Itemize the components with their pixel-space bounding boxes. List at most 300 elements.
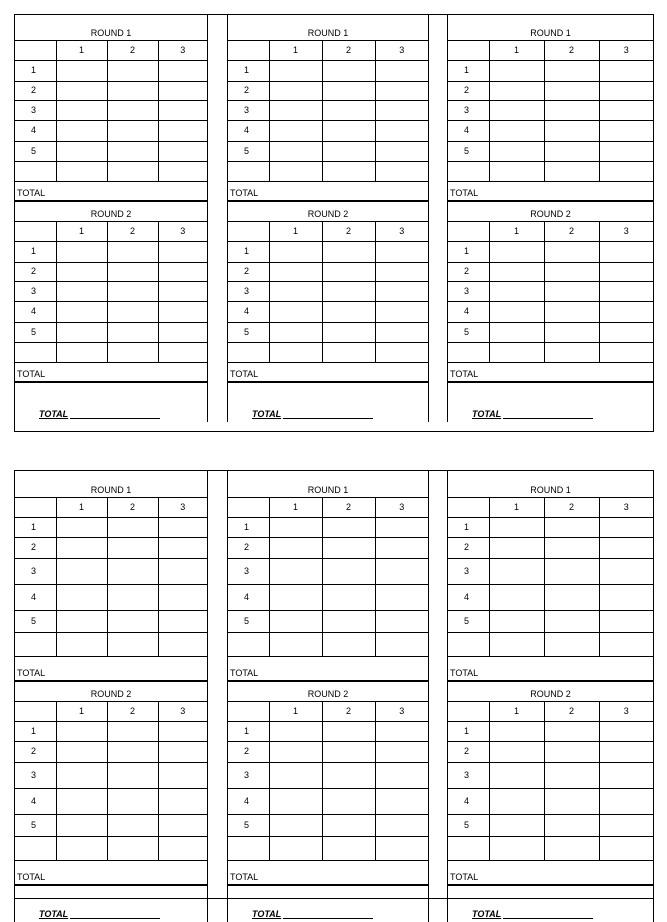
column-header-1: 1 [56,40,107,60]
score-cell[interactable] [107,81,158,100]
row-label: 2 [15,741,56,762]
score-cell[interactable] [107,281,158,301]
score-cell[interactable] [56,517,107,537]
score-cell[interactable] [322,558,375,584]
score-cell[interactable] [107,517,158,537]
score-cell[interactable] [375,558,428,584]
score-cell[interactable] [158,610,207,632]
column-header-1: 1 [56,221,107,241]
score-cell[interactable] [56,301,107,322]
score-cell[interactable] [489,517,544,537]
score-cell[interactable] [322,762,375,788]
score-cell[interactable] [107,762,158,788]
score-cell[interactable] [489,721,544,741]
score-cell[interactable] [544,120,599,141]
score-cell[interactable] [158,814,207,836]
blank-cell [228,161,269,181]
row-label: 2 [15,81,56,100]
score-cell[interactable] [599,537,653,558]
score-cell[interactable] [158,788,207,814]
score-cell[interactable] [375,762,428,788]
score-cell[interactable] [269,100,322,120]
score-cell[interactable] [544,721,599,741]
score-cell[interactable] [158,558,207,584]
score-cell[interactable] [544,584,599,610]
score-cell[interactable] [489,100,544,120]
grand-total-label: TOTAL [39,910,160,919]
row-label: 3 [15,558,56,584]
score-cell[interactable] [107,836,158,860]
score-cell[interactable] [158,517,207,537]
score-cell[interactable] [599,558,653,584]
score-cell[interactable] [269,60,322,81]
score-cell[interactable] [269,584,322,610]
score-cell[interactable] [107,141,158,161]
score-cell[interactable] [322,161,375,181]
score-cell[interactable] [56,342,107,362]
score-cell[interactable] [107,60,158,81]
score-cell[interactable] [322,741,375,762]
score-cell[interactable] [599,301,653,322]
score-cell[interactable] [107,741,158,762]
score-cell[interactable] [56,81,107,100]
score-cell[interactable] [489,120,544,141]
score-cell[interactable] [158,322,207,342]
score-cell[interactable] [322,517,375,537]
row-label: 1 [228,721,269,741]
score-cell[interactable] [322,584,375,610]
score-table [15,14,207,422]
score-cell[interactable] [599,262,653,281]
score-cell[interactable] [269,342,322,362]
score-cell[interactable] [269,517,322,537]
column-header-3: 3 [158,497,207,517]
score-cell[interactable] [544,141,599,161]
row-label: 2 [448,81,489,100]
round-total-label: TOTAL [228,181,428,201]
score-cell[interactable] [599,584,653,610]
score-cell[interactable] [375,100,428,120]
score-cell[interactable] [544,262,599,281]
score-cell[interactable] [269,161,322,181]
score-cell[interactable] [107,814,158,836]
score-cell[interactable] [322,610,375,632]
score-cell[interactable] [158,537,207,558]
round-total-label: TOTAL [228,656,428,681]
row-label-header [228,497,269,517]
score-cell[interactable] [489,81,544,100]
score-cell[interactable] [269,262,322,281]
score-cell[interactable] [375,241,428,262]
row-label: 1 [15,60,56,81]
score-cell[interactable] [56,281,107,301]
round-title: ROUND 2 [228,201,428,221]
score-cell[interactable] [56,262,107,281]
score-cell[interactable] [158,584,207,610]
score-cell[interactable] [375,281,428,301]
row-label-header [15,221,56,241]
score-cell[interactable] [489,814,544,836]
score-cell[interactable] [544,60,599,81]
score-cell[interactable] [489,322,544,342]
row-label: 5 [448,141,489,161]
score-cell[interactable] [544,342,599,362]
score-cell[interactable] [375,141,428,161]
score-cell[interactable] [107,241,158,262]
score-cell[interactable] [599,814,653,836]
score-cell[interactable] [599,517,653,537]
score-cell[interactable] [599,120,653,141]
score-cell[interactable] [375,301,428,322]
score-cell[interactable] [322,100,375,120]
score-cell[interactable] [489,60,544,81]
round-title: ROUND 1 [448,14,653,40]
score-cell[interactable] [489,342,544,362]
column-header-1: 1 [489,701,544,721]
score-cell[interactable] [269,632,322,656]
score-cell[interactable] [107,301,158,322]
row-label: 2 [15,262,56,281]
score-cell[interactable] [107,721,158,741]
score-cell[interactable] [599,741,653,762]
row-label: 2 [448,537,489,558]
score-cell[interactable] [544,762,599,788]
score-cell[interactable] [599,281,653,301]
score-cell[interactable] [322,721,375,741]
score-cell[interactable] [322,241,375,262]
score-cell[interactable] [322,301,375,322]
score-cell[interactable] [269,610,322,632]
score-cell[interactable] [544,517,599,537]
round-title: ROUND 1 [228,471,428,497]
score-cell[interactable] [489,610,544,632]
score-cell[interactable] [158,301,207,322]
score-cell[interactable] [544,100,599,120]
column-header-3: 3 [158,40,207,60]
score-cell[interactable] [56,814,107,836]
score-cell[interactable] [158,161,207,181]
row-label-header [448,221,489,241]
score-cell[interactable] [375,60,428,81]
score-cell[interactable] [322,814,375,836]
score-cell[interactable] [158,60,207,81]
row-label-header [15,497,56,517]
score-cell[interactable] [158,100,207,120]
score-cell[interactable] [269,281,322,301]
score-cell[interactable] [599,161,653,181]
score-cell[interactable] [56,161,107,181]
score-cell[interactable] [56,836,107,860]
score-cell[interactable] [375,537,428,558]
grand-total-field[interactable] [228,382,428,422]
row-label: 1 [448,241,489,262]
score-cell[interactable] [56,100,107,120]
round-title: ROUND 1 [448,471,653,497]
score-cell[interactable] [269,836,322,860]
column-header-3: 3 [599,701,653,721]
row-label: 3 [448,281,489,301]
score-card [227,471,429,922]
score-cell[interactable] [107,584,158,610]
score-cell[interactable] [599,762,653,788]
score-cell[interactable] [599,836,653,860]
score-cell[interactable] [107,610,158,632]
score-cell[interactable] [269,322,322,342]
score-cell[interactable] [158,281,207,301]
score-cell[interactable] [544,814,599,836]
round-title: ROUND 2 [448,201,653,221]
column-header-3: 3 [599,221,653,241]
blank-cell [15,836,56,860]
score-cell[interactable] [56,537,107,558]
score-cell[interactable] [56,241,107,262]
score-cell[interactable] [375,120,428,141]
score-cell[interactable] [269,762,322,788]
score-cell[interactable] [158,81,207,100]
score-cell[interactable] [56,558,107,584]
score-cell[interactable] [158,141,207,161]
score-cell[interactable] [489,788,544,814]
score-cell[interactable] [56,584,107,610]
score-cell[interactable] [375,721,428,741]
grand-total-field[interactable] [15,885,207,922]
score-cell[interactable] [599,60,653,81]
score-cell[interactable] [375,517,428,537]
score-cell[interactable] [599,610,653,632]
score-cell[interactable] [322,836,375,860]
score-cell[interactable] [489,161,544,181]
score-cell[interactable] [269,81,322,100]
score-cell[interactable] [107,120,158,141]
score-cell[interactable] [269,558,322,584]
score-cell[interactable] [322,342,375,362]
row-label: 4 [448,301,489,322]
score-cell[interactable] [489,241,544,262]
row-label: 2 [228,741,269,762]
score-cell[interactable] [489,584,544,610]
score-cell[interactable] [158,762,207,788]
score-cell[interactable] [107,537,158,558]
score-cell[interactable] [322,60,375,81]
score-cell[interactable] [599,241,653,262]
column-header-3: 3 [158,221,207,241]
score-cell[interactable] [56,788,107,814]
score-cell[interactable] [544,558,599,584]
blank-cell [228,342,269,362]
score-cell[interactable] [322,141,375,161]
round-total-label: TOTAL [228,860,428,885]
score-cell[interactable] [544,741,599,762]
score-cell[interactable] [107,262,158,281]
score-cell[interactable] [544,836,599,860]
score-cell[interactable] [158,241,207,262]
score-cell[interactable] [375,584,428,610]
round-total-label: TOTAL [448,181,653,201]
column-header-3: 3 [158,701,207,721]
score-cell[interactable] [56,120,107,141]
score-cell[interactable] [375,632,428,656]
column-header-2: 2 [544,497,599,517]
score-cell[interactable] [56,60,107,81]
blank-cell [15,161,56,181]
score-cell[interactable] [107,100,158,120]
row-label: 5 [228,814,269,836]
score-cell[interactable] [322,537,375,558]
score-cell[interactable] [489,141,544,161]
blank-cell [15,632,56,656]
score-cell[interactable] [322,322,375,342]
row-label-header [228,40,269,60]
score-cell[interactable] [322,262,375,281]
row-label: 2 [228,262,269,281]
score-cell[interactable] [56,741,107,762]
score-cell[interactable] [489,558,544,584]
score-cell[interactable] [375,814,428,836]
score-cell[interactable] [599,632,653,656]
row-label: 3 [448,100,489,120]
column-header-1: 1 [269,221,322,241]
score-cell[interactable] [269,120,322,141]
row-label: 1 [448,60,489,81]
score-cell[interactable] [544,610,599,632]
row-label: 5 [448,610,489,632]
score-cell[interactable] [158,342,207,362]
score-cell[interactable] [269,741,322,762]
score-cell[interactable] [599,141,653,161]
score-cell[interactable] [375,81,428,100]
score-cell[interactable] [269,241,322,262]
score-cell[interactable] [544,161,599,181]
score-cell[interactable] [269,721,322,741]
score-cell[interactable] [56,632,107,656]
score-cell[interactable] [158,836,207,860]
score-cell[interactable] [107,632,158,656]
score-cell[interactable] [489,836,544,860]
row-label: 4 [448,584,489,610]
score-cell[interactable] [269,537,322,558]
score-cell[interactable] [107,322,158,342]
row-label: 4 [228,584,269,610]
score-cell[interactable] [489,301,544,322]
score-cell[interactable] [544,788,599,814]
score-cell[interactable] [322,81,375,100]
score-cell[interactable] [56,762,107,788]
score-cell[interactable] [375,610,428,632]
blank-cell [15,342,56,362]
score-cell[interactable] [107,342,158,362]
score-cell[interactable] [158,632,207,656]
score-cell[interactable] [599,721,653,741]
score-cell[interactable] [322,632,375,656]
score-cell[interactable] [322,788,375,814]
score-table [228,471,428,922]
row-label: 5 [228,322,269,342]
score-cell[interactable] [322,281,375,301]
score-cell[interactable] [56,141,107,161]
row-label: 1 [228,60,269,81]
grand-total-field[interactable] [15,382,207,422]
score-cell[interactable] [107,161,158,181]
row-label: 4 [448,120,489,141]
grand-total-field[interactable] [448,382,653,422]
score-cell[interactable] [489,281,544,301]
round-total-label: TOTAL [15,181,207,201]
score-cell[interactable] [269,301,322,322]
score-cell[interactable] [544,241,599,262]
score-cell[interactable] [269,141,322,161]
column-header-1: 1 [489,221,544,241]
row-label: 1 [15,517,56,537]
score-cell[interactable] [489,537,544,558]
column-header-1: 1 [56,497,107,517]
row-label: 2 [228,81,269,100]
score-cell[interactable] [322,120,375,141]
score-cell[interactable] [599,788,653,814]
score-cell[interactable] [489,762,544,788]
score-cell[interactable] [489,632,544,656]
score-cell[interactable] [544,322,599,342]
column-header-3: 3 [375,701,428,721]
row-label: 3 [228,100,269,120]
column-header-3: 3 [599,40,653,60]
score-cell[interactable] [375,342,428,362]
column-header-3: 3 [375,221,428,241]
score-cell[interactable] [544,537,599,558]
score-cell[interactable] [599,322,653,342]
column-header-2: 2 [107,221,158,241]
grand-total-field[interactable] [228,885,428,922]
score-cell[interactable] [544,632,599,656]
score-cell[interactable] [489,741,544,762]
score-cell[interactable] [599,342,653,362]
score-cell[interactable] [375,262,428,281]
score-cell[interactable] [375,161,428,181]
score-cell[interactable] [375,836,428,860]
score-cell[interactable] [158,741,207,762]
score-cell[interactable] [544,301,599,322]
score-cell[interactable] [56,721,107,741]
row-label: 3 [15,281,56,301]
score-cell[interactable] [158,262,207,281]
score-cell[interactable] [269,788,322,814]
round-total-label: TOTAL [448,362,653,382]
score-cell[interactable] [599,100,653,120]
row-label: 3 [228,558,269,584]
score-cell[interactable] [375,788,428,814]
score-cell[interactable] [107,558,158,584]
score-cell[interactable] [158,120,207,141]
grand-total-field[interactable] [448,885,653,922]
score-cell[interactable] [599,81,653,100]
score-cell[interactable] [269,814,322,836]
score-cell[interactable] [56,610,107,632]
score-cell[interactable] [56,322,107,342]
row-label: 5 [15,141,56,161]
score-cell[interactable] [489,262,544,281]
score-table [448,14,653,422]
row-label: 4 [228,301,269,322]
row-label: 1 [228,241,269,262]
row-label: 3 [15,762,56,788]
grand-total-label: TOTAL [472,410,593,419]
score-cell[interactable] [544,81,599,100]
column-header-2: 2 [107,40,158,60]
score-cell[interactable] [158,721,207,741]
score-cell[interactable] [375,322,428,342]
score-cell[interactable] [375,741,428,762]
score-cell[interactable] [107,788,158,814]
score-cell[interactable] [544,281,599,301]
